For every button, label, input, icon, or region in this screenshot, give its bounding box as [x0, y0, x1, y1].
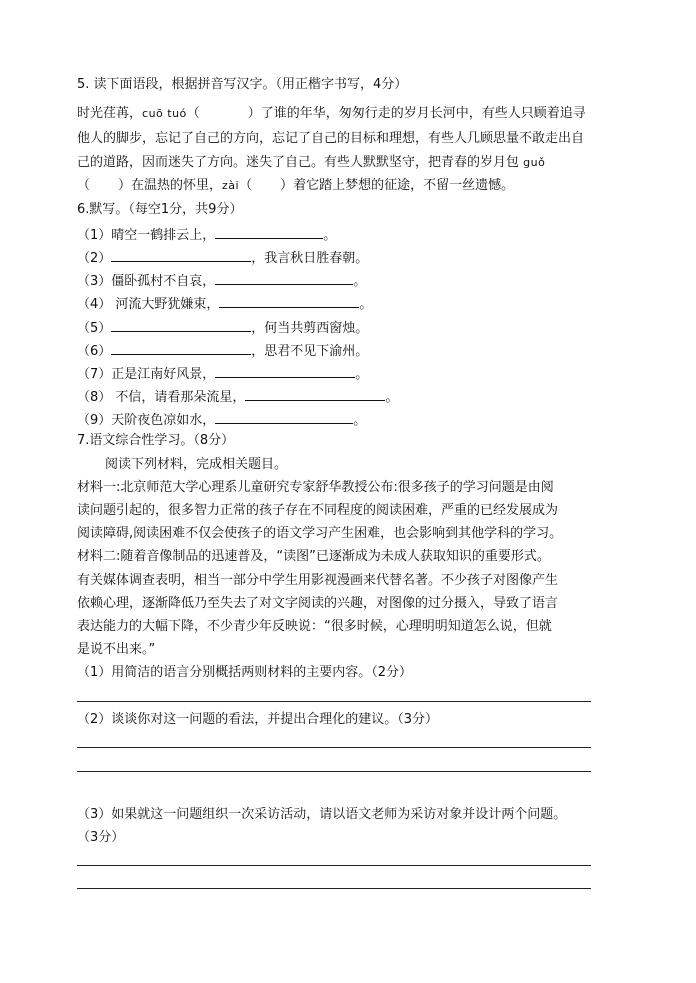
material-2-line: 有关媒体调查表明，相当一部分中学生用影视漫画来代替名著。不少孩子对图像产生: [77, 573, 559, 588]
answer-line[interactable]: [77, 888, 591, 889]
q5-title: 5. 读下面语段，根据拼音写汉字。（用正楷字书写，4分）: [77, 77, 408, 92]
q6-item-post: 。: [355, 367, 369, 382]
q6-item-post: 。: [323, 228, 337, 243]
q6-item-pre: （5）: [77, 321, 112, 336]
q6-item-post: ，何当共剪西窗烛。: [251, 321, 369, 336]
q5-pinyin: cuō tuó: [142, 107, 187, 120]
q6-item-pre: （4） 河流大野犹嫌束，: [77, 297, 220, 312]
q6-item: [77, 386, 596, 406]
material-1-line: 材料一:北京师范大学心理系儿童研究专家舒华教授公布:很多孩子的学习问题是由阅: [77, 480, 554, 495]
q6-item-post: ，我言秋日胜春朝。: [251, 251, 369, 266]
q6-title: 6.默写。（每空1分，共9分）: [77, 202, 243, 217]
q5-text: （: [186, 106, 200, 121]
q5-line-1: [77, 104, 596, 124]
q6-item: [77, 247, 596, 267]
q5-text: （: [77, 178, 91, 193]
q7-intro: 阅读下列材料，完成相关题目。: [105, 457, 288, 472]
q6-item-pre: （8） 不信，请看那朵流星，: [77, 390, 246, 405]
q5-text: （: [239, 178, 253, 193]
q6-item-pre: （2）: [77, 251, 112, 266]
answer-blank[interactable]: [111, 317, 251, 332]
q6-item: [77, 409, 596, 429]
q5-text: ）着它踏上梦想的征途，不留一丝遗憾。: [280, 178, 515, 193]
q6-item: [77, 363, 596, 383]
answer-blank[interactable]: [215, 270, 353, 285]
material-2-line: 材料二:随着音像制品的迅速普及，“读图”已逐渐成为未成人获取知识的重要形式。: [77, 549, 550, 564]
q6-item-post: 。: [385, 390, 399, 405]
q5-line-4: [77, 176, 596, 196]
q7-sub-3-score: （3分）: [77, 830, 125, 845]
q5-pinyin: zài: [222, 179, 240, 192]
q6-item: [77, 293, 596, 313]
q6-item-post: 。: [353, 274, 367, 289]
q7-sub-2: （2）谈谈你对这一问题的看法，并提出合理化的建议。（3分）: [77, 712, 439, 727]
q5-text: 己的道路，因而迷失了方向。迷失了自己。有些人默默坚守，把青春的岁月包: [77, 155, 520, 170]
q5-text: 时光荏苒，: [77, 106, 143, 121]
q6-item: [77, 224, 596, 244]
q6-item-pre: （3）僵卧孤村不自哀，: [77, 274, 216, 289]
q6-item: [77, 317, 596, 337]
q6-item-post: 。: [353, 413, 367, 428]
q7-sub-3: （3）如果就这一问题组织一次采访活动，请以语文老师为采访对象并设计两个问题。: [77, 807, 567, 822]
material-1-line: 读问题引起的，很多智力正常的孩子存在不同程度的阅读困难，严重的已经发展成为: [77, 503, 559, 518]
answer-blank[interactable]: [219, 293, 359, 308]
q5-line-3: [77, 153, 596, 173]
q6-item-pre: （6）: [77, 344, 112, 359]
answer-blank[interactable]: [215, 224, 323, 239]
q6-item-pre: （7）正是江南好风景，: [77, 367, 216, 382]
answer-blank[interactable]: [215, 409, 353, 424]
q5-text: ）在温热的怀里，: [118, 178, 223, 193]
answer-blank[interactable]: [111, 247, 251, 262]
q6-item-pre: （1）晴空一鹤排云上，: [77, 228, 216, 243]
material-2-line: 是说不出来。”: [77, 642, 156, 657]
q6-item: [77, 340, 596, 360]
q6-item-pre: （9）天阶夜色凉如水，: [77, 413, 216, 428]
answer-line[interactable]: [77, 747, 591, 748]
q7-sub-1: （1）用简洁的语言分别概括两则材料的主要内容。（2分）: [77, 665, 413, 680]
answer-line[interactable]: [77, 771, 591, 772]
material-2-line: 表达能力的大幅下降，不少青少年反映说：“很多时候，心理明明知道怎么说，但就: [77, 619, 552, 634]
q7-title: 7.语文综合性学习。（8分）: [77, 433, 235, 448]
q6-item-post: 。: [359, 297, 373, 312]
q5-text: ）了谁的年华，匆匆行走的岁月长河中，有些人只顾着追寻: [247, 106, 586, 121]
q6-item-post: ，思君不见下渝州。: [251, 344, 369, 359]
answer-blank[interactable]: [245, 386, 385, 401]
answer-line[interactable]: [77, 701, 591, 702]
q6-item: [77, 270, 596, 290]
material-2-line: 依赖心理，逐渐降低乃至失去了对文字阅读的兴趣，对图像的过分摄入，导致了语言: [77, 596, 559, 611]
q5-pinyin: guǒ: [523, 156, 546, 169]
q5-line-2: 他人的脚步，忘记了自己的方向，忘记了自己的目标和理想，有些人几顾思量不敢走出自: [77, 131, 585, 146]
answer-line[interactable]: [77, 865, 591, 866]
material-1-line: 阅读障碍,阅读困难不仅会使孩子的语文学习产生困难，也会影响到其他学科的学习。: [77, 526, 563, 541]
answer-blank[interactable]: [215, 363, 355, 378]
answer-blank[interactable]: [111, 340, 251, 355]
